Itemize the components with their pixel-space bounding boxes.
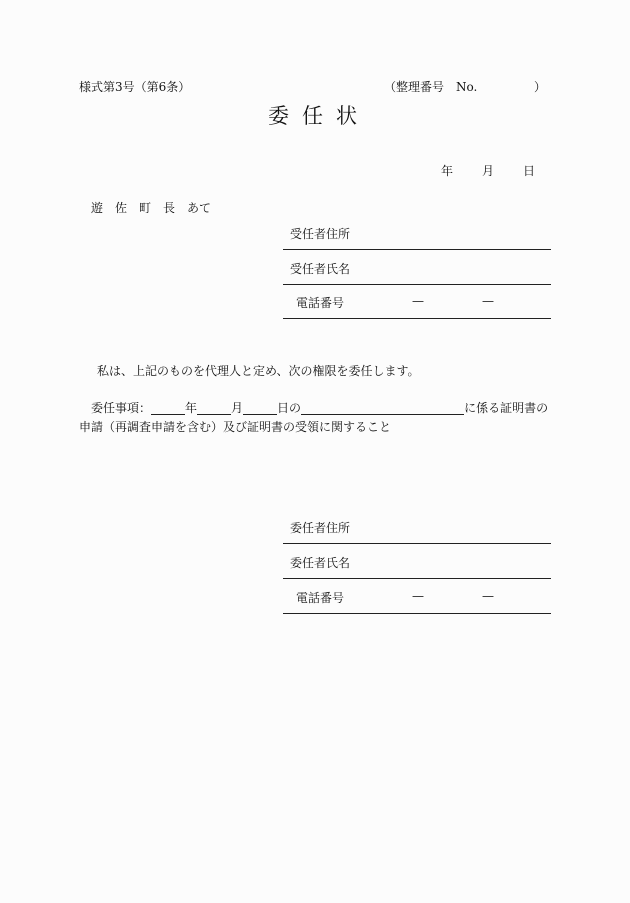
date-year: 年 bbox=[441, 164, 454, 178]
delegator-name-line bbox=[283, 578, 551, 579]
receiver-name-label: 受任者氏名 bbox=[290, 262, 351, 276]
subject-blank bbox=[301, 401, 464, 415]
date-month: 月 bbox=[482, 164, 495, 178]
year-blank bbox=[151, 401, 185, 415]
receiver-phone-dash-1: — bbox=[412, 294, 424, 308]
addressee: 遊 佐 町 長 あて bbox=[91, 201, 212, 215]
receiver-phone-label: 電話番号 bbox=[296, 296, 345, 310]
delegation-year: 年 bbox=[185, 401, 198, 415]
reference-number-label: （整理番号 No. bbox=[384, 80, 478, 94]
receiver-address-line bbox=[283, 249, 551, 250]
delegation-matters-line2: 申請（再調査申請を含む）及び証明書の受領に関すること bbox=[79, 420, 392, 434]
delegation-statement: 私は、上記のものを代理人と定め、次の権限を委任します。 bbox=[97, 364, 420, 378]
delegation-day-of: 日の bbox=[277, 401, 302, 415]
delegator-phone-label: 電話番号 bbox=[296, 591, 345, 605]
delegator-name-label: 委任者氏名 bbox=[290, 556, 351, 570]
form-number: 様式第3号（第6条） bbox=[79, 80, 191, 94]
delegation-suffix: に係る証明書の bbox=[464, 401, 549, 415]
date-day: 日 bbox=[523, 164, 536, 178]
month-blank bbox=[197, 401, 231, 415]
receiver-phone-dash-2: — bbox=[482, 294, 494, 308]
delegator-phone-line bbox=[283, 613, 551, 614]
delegator-address-label: 委任者住所 bbox=[290, 521, 351, 535]
receiver-address-label: 受任者住所 bbox=[290, 227, 351, 241]
delegator-address-line bbox=[283, 543, 551, 544]
reference-number-close: ） bbox=[534, 80, 547, 94]
receiver-phone-line bbox=[283, 318, 551, 319]
delegation-month: 月 bbox=[231, 401, 244, 415]
delegation-matters-line1 bbox=[91, 399, 548, 416]
delegator-phone-dash-1: — bbox=[412, 589, 424, 603]
receiver-name-line bbox=[283, 284, 551, 285]
delegation-label: 委任事項： bbox=[91, 401, 152, 415]
day-blank bbox=[243, 401, 277, 415]
delegator-phone-dash-2: — bbox=[482, 589, 494, 603]
document-title: 委任状 bbox=[268, 104, 370, 128]
